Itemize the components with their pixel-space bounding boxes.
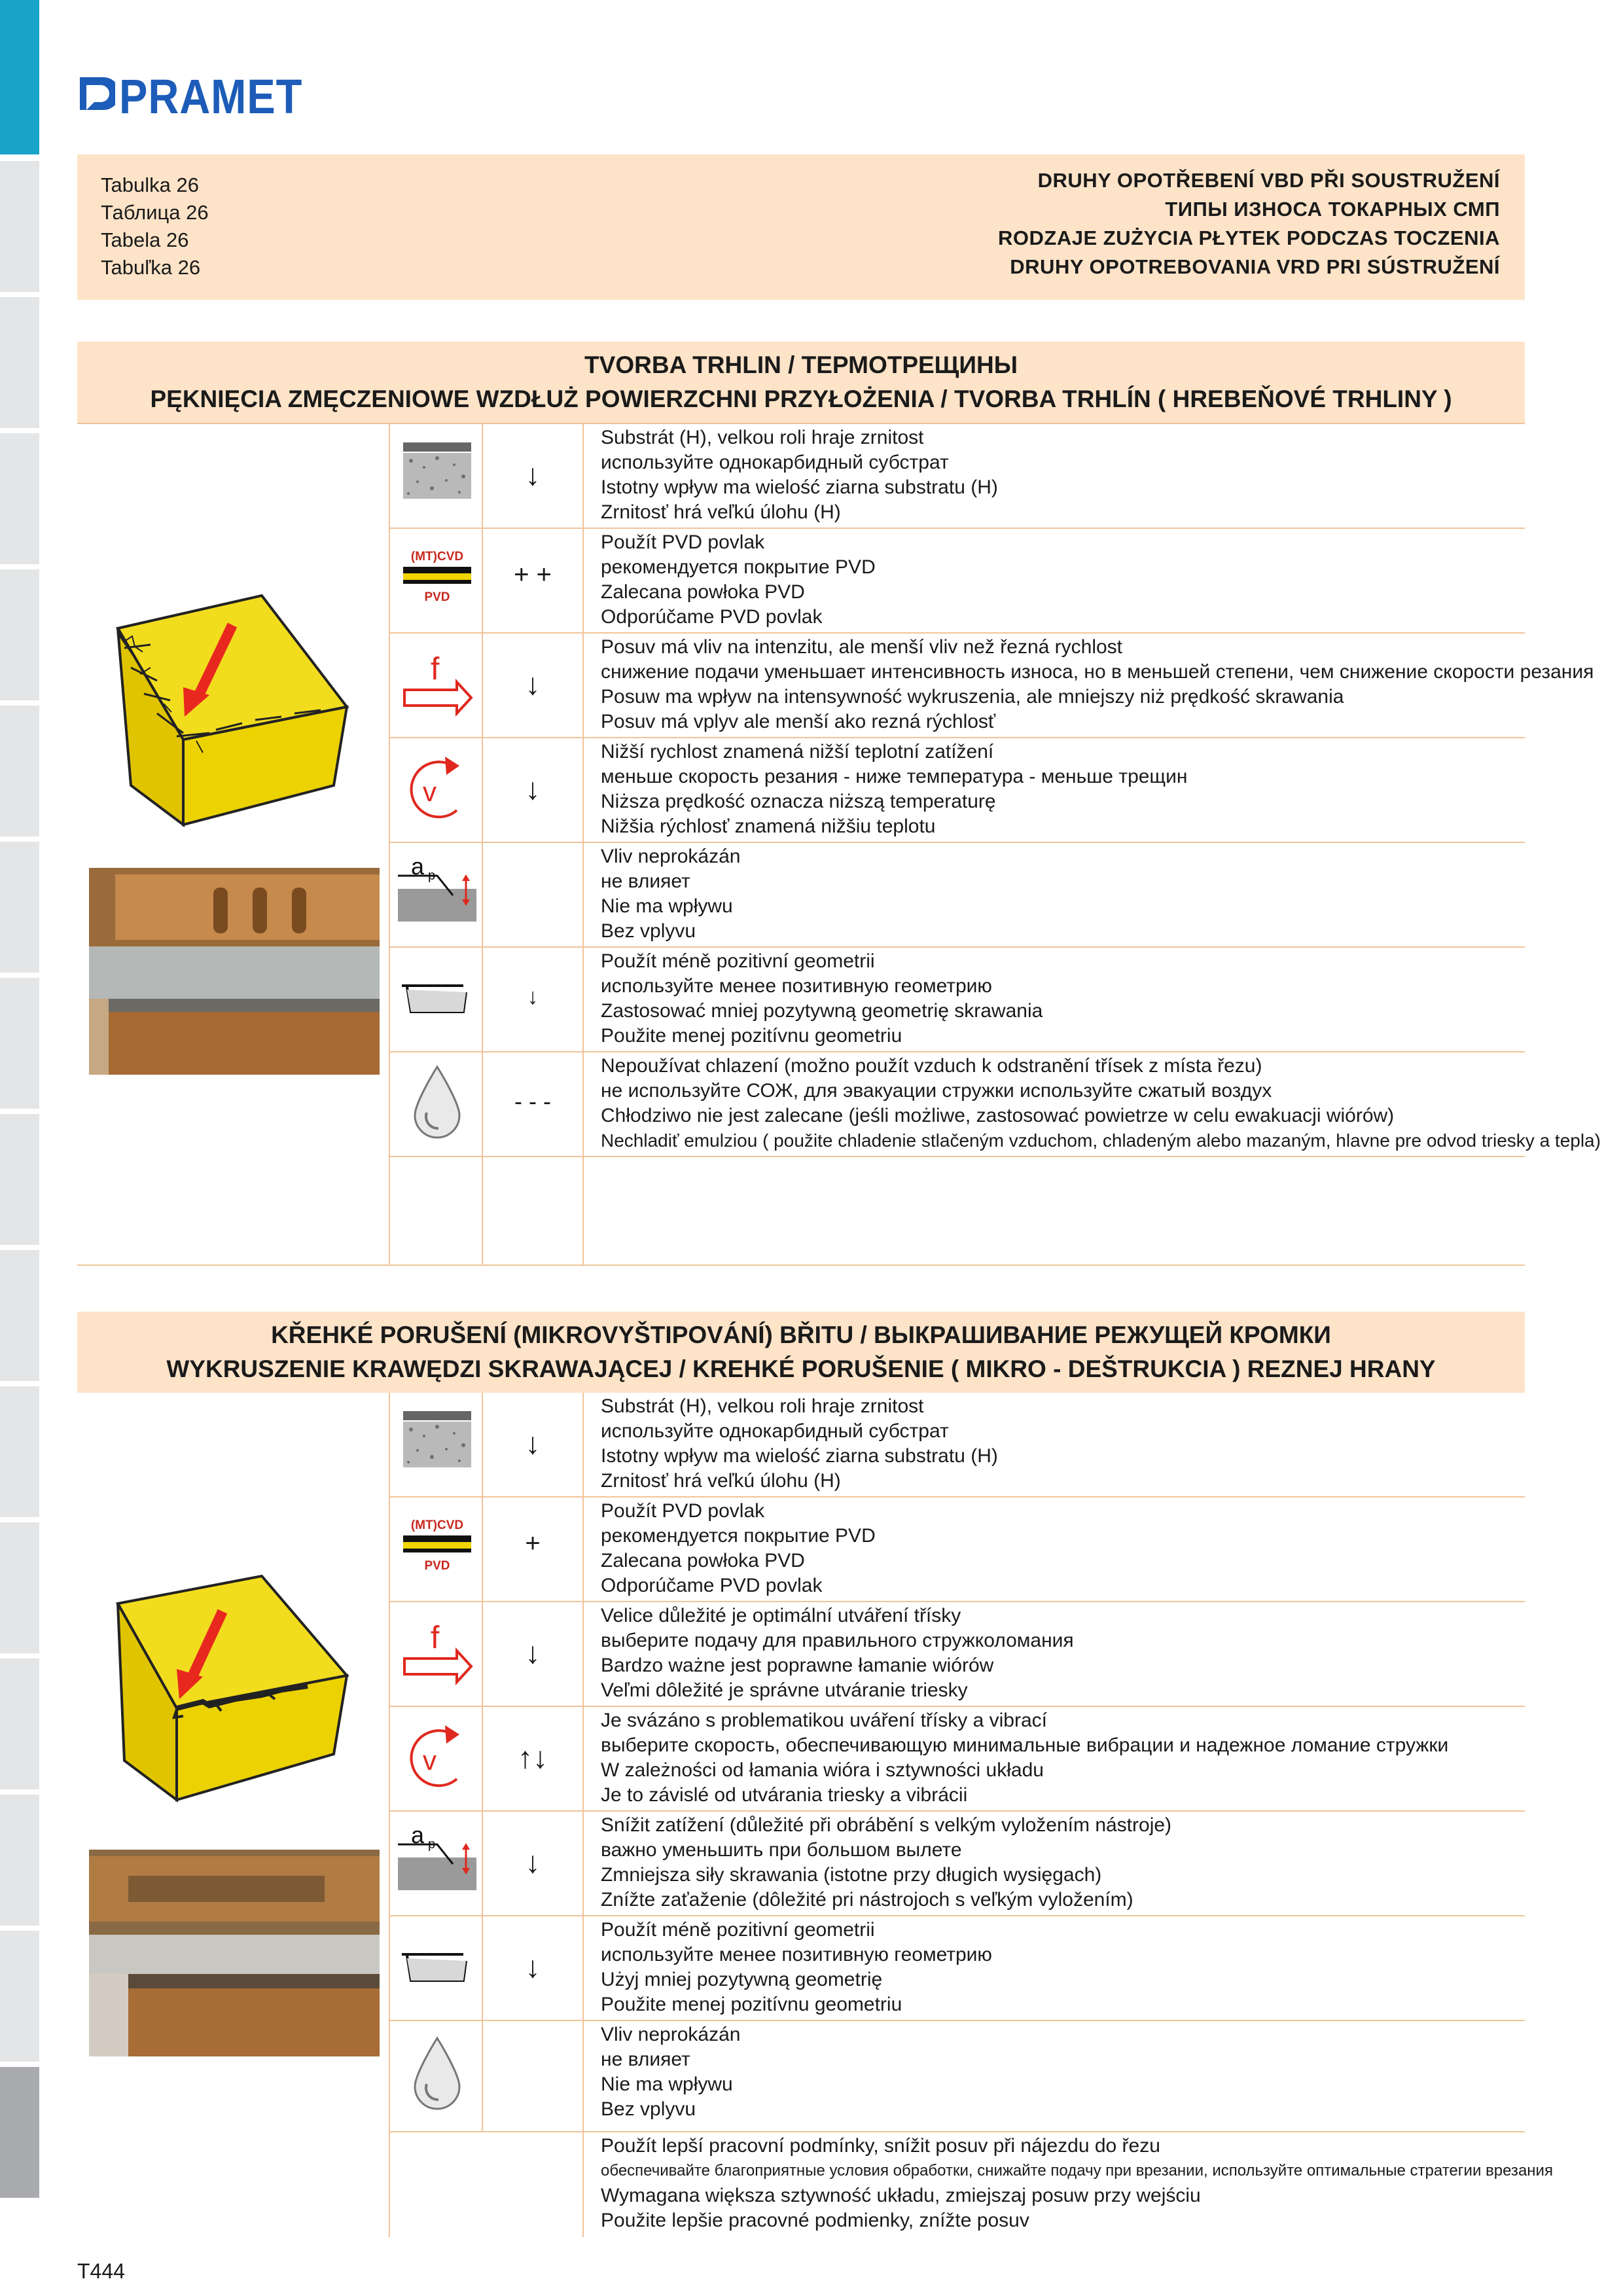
advice-sk: Bez vplyvu: [601, 2098, 696, 2120]
coating-icon: [398, 545, 476, 617]
thermal-cracks-photo: [89, 868, 380, 1075]
brand-logo: PRAMET: [119, 69, 303, 124]
page-title: DRUHY OPOTŘEBENÍ VBD PŘI SOUSTRUŽENÍ: [1037, 169, 1500, 192]
advice-cz: Použít méně pozitivní geometrii: [601, 1919, 875, 1941]
section-title: TVORBA TRHLIN / ТЕРМОТРЕЩИНЫ: [584, 351, 1018, 378]
advice-row: [601, 2022, 740, 2122]
advice-row: [601, 1708, 1448, 1808]
substrate-icon: [398, 439, 476, 511]
depth-label: a: [411, 1821, 425, 1848]
section-tab: [0, 297, 39, 428]
advice-row: [601, 1918, 992, 2017]
advice-cz: Použít PVD povlak: [601, 531, 765, 553]
advice-sk: Odporúčame PVD povlak: [601, 606, 823, 628]
advice-pl: Nie ma wpływu: [601, 2073, 733, 2095]
depth-label: a: [411, 853, 425, 880]
advice-sk: Nižšia rýchlosť znamená nižšiu teplotu: [601, 816, 936, 837]
advice-ru: обеспечивайте благоприятные условия обработки, снижайте подачу при врезании, используйте оптимальные стратегии врезания: [601, 2162, 1553, 2179]
table-divider: [582, 423, 584, 1266]
recommendation-arrow: ↓: [525, 1636, 541, 1670]
advice-ru: используйте менее позитивную геометрию: [601, 975, 992, 997]
feed-icon: [398, 1618, 476, 1690]
cutting-speed-icon: [398, 750, 476, 829]
advice-ru: снижение подачи уменьшает интенсивность износа, но в меньшей степени, чем снижение скорости резания: [601, 661, 1594, 683]
recommendation-arrow: ↓: [525, 772, 541, 806]
advice-sk: Je to závislé od utvárania triesky a vibrácii: [601, 1784, 968, 1806]
advice-cz: Použít méně pozitivní geometrii: [601, 950, 875, 972]
advice-sk: Nechladiť emulziou ( použite chladenie stlačeným vzduchom, chladeným alebo mazaným, hlavne pre odvod triesky a tepla): [601, 1130, 1601, 1151]
section-tab: [0, 1250, 39, 1381]
advice-cz: Substrát (H), velkou roli hraje zrnitost: [601, 427, 924, 448]
section-title-band: [77, 1312, 1525, 1393]
advice-ru: не используйте СОЖ, для эвакуации стружки используйте сжатый воздух: [601, 1080, 1272, 1102]
advice-row: [601, 1604, 1074, 1703]
table-divider: [389, 423, 390, 1266]
page-title: RODZAJE ZUŻYCIA PŁYTEK PODCZAS TOCZENIA: [998, 226, 1500, 249]
table-rule: [389, 1915, 1525, 1916]
section-tab: [0, 1114, 39, 1245]
advice-pl: Bardzo ważne jest poprawne łamanie wiórów: [601, 1655, 994, 1676]
substrate-icon: [398, 1407, 476, 1479]
table-rule: [389, 528, 1525, 529]
advice-row: [601, 740, 1187, 839]
advice-pl: Istotny wpływ ma wielość ziarna substratu (H): [601, 476, 998, 498]
insert-thermal-cracks-illustration: [111, 589, 360, 838]
advice-cz: Nižší rychlost znamená nižší teplotní zatížení: [601, 741, 994, 762]
geometry-icon: [398, 1928, 476, 2007]
advice-pl: W zależności od łamania wióra i sztywności układu: [601, 1759, 1044, 1781]
coating-top-label: (MT)CVD: [410, 1518, 464, 1532]
advice-row: [601, 1394, 998, 1494]
advice-row: [601, 844, 740, 944]
section-tab: [0, 1386, 39, 1517]
depth-subscript: p: [428, 1837, 436, 1852]
advice-sk: Znížte zaťaženie (dôležité pri nástrojoch s veľkým vyložením): [601, 1889, 1133, 1910]
advice-row: [601, 1499, 876, 1598]
cutting-speed-icon: [398, 1719, 476, 1797]
advice-pl: Zmniejsza siły skrawania (istotne przy długich wysięgach): [601, 1864, 1102, 1886]
advice-cz: Použít PVD povlak: [601, 1500, 765, 1522]
advice-pl: Zalecana powłoka PVD: [601, 1550, 805, 1571]
advice-sk: Odporúčame PVD povlak: [601, 1575, 823, 1596]
advice-ru: выберите скорость, обеспечивающую минимальные вибрации и надежное ломание стружки: [601, 1734, 1449, 1756]
advice-pl: Posuw ma wpływ na intensywność wykruszenia, ale mniejszy niż prędkość skrawania: [601, 686, 1344, 708]
depth-of-cut-icon: [398, 850, 476, 928]
coating-bottom-label: PVD: [424, 1559, 450, 1573]
page-number: T444: [77, 2259, 125, 2283]
section-title-band: [77, 342, 1525, 423]
recommendation-arrow-small: ↓: [527, 984, 539, 1009]
feed-icon: [398, 649, 476, 721]
advice-row: [601, 2134, 1553, 2233]
table-rule: [389, 946, 1525, 948]
table-rule: [77, 423, 1525, 424]
advice-sk: Veľmi dôležité je správne utváranie triesky: [601, 1679, 968, 1701]
depth-subscript: p: [428, 869, 436, 883]
section-tab: [0, 569, 39, 700]
recommendation-arrows-up-down: ↑↓: [518, 1740, 548, 1774]
section-tab: [0, 1659, 39, 1789]
section-tab: [0, 1522, 39, 1653]
advice-ru: используйте менее позитивную геометрию: [601, 1944, 992, 1965]
section-tab-current: [0, 2067, 39, 2198]
table-label: Таблица 26: [101, 201, 209, 224]
speed-label: v: [423, 1745, 437, 1776]
insert-edge-chipping-illustration: [111, 1571, 360, 1820]
advice-pl: Zalecana powłoka PVD: [601, 581, 805, 603]
table-rule: [389, 1051, 1525, 1052]
section-tab: [0, 978, 39, 1109]
section-tab: [0, 1795, 39, 1926]
recommendation-plus: +: [525, 1529, 541, 1558]
advice-cz: Vliv neprokázán: [601, 2024, 741, 2045]
recommendation-dashes: - - -: [514, 1088, 551, 1115]
advice-row: [601, 425, 998, 525]
table-rule: [389, 842, 1525, 843]
recommendation-arrow: ↓: [525, 1950, 541, 1984]
table-rule: [389, 1601, 1525, 1602]
advice-sk: Zrnitosť hrá veľkú úlohu (H): [601, 1470, 841, 1492]
advice-ru: важно уменьшить при большом вылете: [601, 1839, 962, 1861]
advice-ru: не влияет: [601, 2049, 690, 2070]
section-title: KŘEHKÉ PORUŠENÍ (MIKROVYŠTIPOVÁNÍ) BŘITU / ВЫКРАШИВАНИЕ РЕЖУЩЕЙ КРОМКИ: [271, 1321, 1331, 1348]
advice-sk: Zrnitosť hrá veľkú úlohu (H): [601, 501, 841, 523]
recommendation-arrow: ↓: [525, 1426, 541, 1460]
table-label: Tabela 26: [101, 228, 189, 251]
advice-pl: Niższa prędkość oznacza niższą temperaturę: [601, 791, 996, 812]
table-divider: [482, 1393, 483, 2132]
advice-pl: Użyj mniej pozytywną geometrię: [601, 1969, 883, 1990]
advice-ru: выберите подачу для правильного стружколомания: [601, 1630, 1074, 1651]
advice-cz: Posuv má vliv na intenzitu, ale menší vliv než řezná rychlost: [601, 636, 1123, 658]
advice-pl: Zastosować mniej pozytywną geometrię skrawania: [601, 1000, 1043, 1022]
section-tab: [0, 842, 39, 973]
table-rule: [389, 2131, 1525, 2132]
feed-label: f: [431, 1621, 440, 1655]
table-labels: [101, 171, 209, 281]
advice-pl: Nie ma wpływu: [601, 895, 733, 917]
coating-top-label: (MT)CVD: [410, 550, 464, 564]
advice-pl: Wymagana większa sztywność układu, zmiejszaj posuw przy wejściu: [601, 2185, 1201, 2206]
edge-chipping-photo: [89, 1850, 380, 2056]
advice-sk: Posuv má vplyv ale menší ako rezná rýchlosť: [601, 711, 996, 732]
recommendation-plus: + +: [514, 560, 552, 589]
table-label: Tabulka 26: [101, 173, 199, 196]
feed-label: f: [431, 652, 440, 687]
table-rule: [389, 1156, 1525, 1157]
section-tab: [0, 1931, 39, 2062]
table-rule: [389, 1810, 1525, 1812]
table-rule: [389, 2020, 1525, 2021]
table-rule: [389, 1496, 1525, 1498]
advice-ru: используйте однокарбидный субстрат: [601, 452, 949, 473]
table-divider: [389, 1393, 390, 2237]
advice-cz: Snížit zatížení (důležité při obrábění s velkým vyložením nástroje): [601, 1814, 1172, 1836]
speed-label: v: [423, 776, 437, 807]
section-subtitle: WYKRUSZENIE KRAWĘDZI SKRAWAJĄCEJ / KREHKÉ PORUŠENIE ( MIKRO - DEŠTRUKCIA ) REZNEJ HRANY: [166, 1355, 1436, 1382]
recommendation-arrow: ↓: [525, 457, 541, 492]
advice-cz: Velice důležité je optimální utváření třísky: [601, 1605, 961, 1626]
table-divider: [482, 423, 483, 1266]
advice-sk: Použite menej pozitívnu geometriu: [601, 1025, 902, 1047]
geometry-icon: [398, 960, 476, 1038]
advice-pl: Chłodziwo nie jest zalecane (jeśli możliwe, zastosować powietrze w celu ewakuacji wiórów): [601, 1105, 1395, 1126]
table-rule: [77, 1265, 1525, 1266]
table-rule: [389, 737, 1525, 738]
section-tab: [0, 706, 39, 836]
advice-row: [601, 1054, 1601, 1153]
coolant-icon: [398, 1060, 476, 1145]
coating-icon: [398, 1513, 476, 1585]
recommendation-arrow: ↓: [525, 667, 541, 701]
advice-row: [601, 949, 1043, 1049]
coolant-icon: [398, 2032, 476, 2117]
table-rule: [389, 632, 1525, 634]
table-label: Tabuľka 26: [101, 256, 201, 279]
advice-ru: рекомендуется покрытие PVD: [601, 1525, 876, 1547]
advice-ru: используйте однокарбидный субстрат: [601, 1420, 949, 1442]
advice-sk: Použite menej pozitívnu geometriu: [601, 1994, 902, 2015]
section-subtitle: PĘKNIĘCIA ZMĘCZENIOWE WZDŁUŻ POWIERZCHNI PRZYŁOŻENIA / TVORBA TRHLÍN ( HREBEŇOVÉ TRHLINY ): [150, 386, 1452, 412]
advice-ru: рекомендуется покрытие PVD: [601, 556, 876, 578]
depth-of-cut-icon: [398, 1818, 476, 1897]
section-tab: [0, 161, 39, 292]
advice-sk: Použite lepšie pracovné podmienky, znížte posuv: [601, 2210, 1029, 2231]
advice-row: [601, 635, 1594, 734]
pramet-logo-icon: [77, 75, 115, 113]
advice-pl: Istotny wpływ ma wielość ziarna substratu (H): [601, 1445, 998, 1467]
advice-ru: не влияет: [601, 870, 690, 892]
advice-cz: Vliv neprokázán: [601, 846, 741, 867]
table-divider: [582, 1393, 584, 2237]
advice-cz: Je svázáno s problematikou uváření třísky a vibrací: [601, 1710, 1047, 1731]
section-tab-active: [0, 0, 39, 154]
advice-sk: Bez vplyvu: [601, 920, 696, 942]
advice-cz: Použít lepší pracovní podmínky, snížit posuv při nájezdu do řezu: [601, 2135, 1160, 2157]
advice-row: [601, 530, 876, 630]
advice-cz: Substrát (H), velkou roli hraje zrnitost: [601, 1395, 924, 1417]
page-title: ТИПЫ ИЗНОСА ТОКАРНЫХ СМП: [1165, 198, 1500, 221]
page-titles: [998, 166, 1500, 281]
table-rule: [389, 1706, 1525, 1707]
advice-row: [601, 1813, 1171, 1912]
coating-bottom-label: PVD: [424, 590, 450, 604]
page-title: DRUHY OPOTREBOVANIA VRD PRI SÚSTRUŽENÍ: [1010, 255, 1500, 278]
section-tab: [0, 433, 39, 564]
advice-cz: Nepoužívat chlazení (možno použít vzduch k odstranění třísek z místa řezu): [601, 1055, 1262, 1077]
recommendation-arrow: ↓: [525, 1845, 541, 1879]
advice-ru: меньше скорость резания - ниже температура - меньше трещин: [601, 766, 1188, 787]
